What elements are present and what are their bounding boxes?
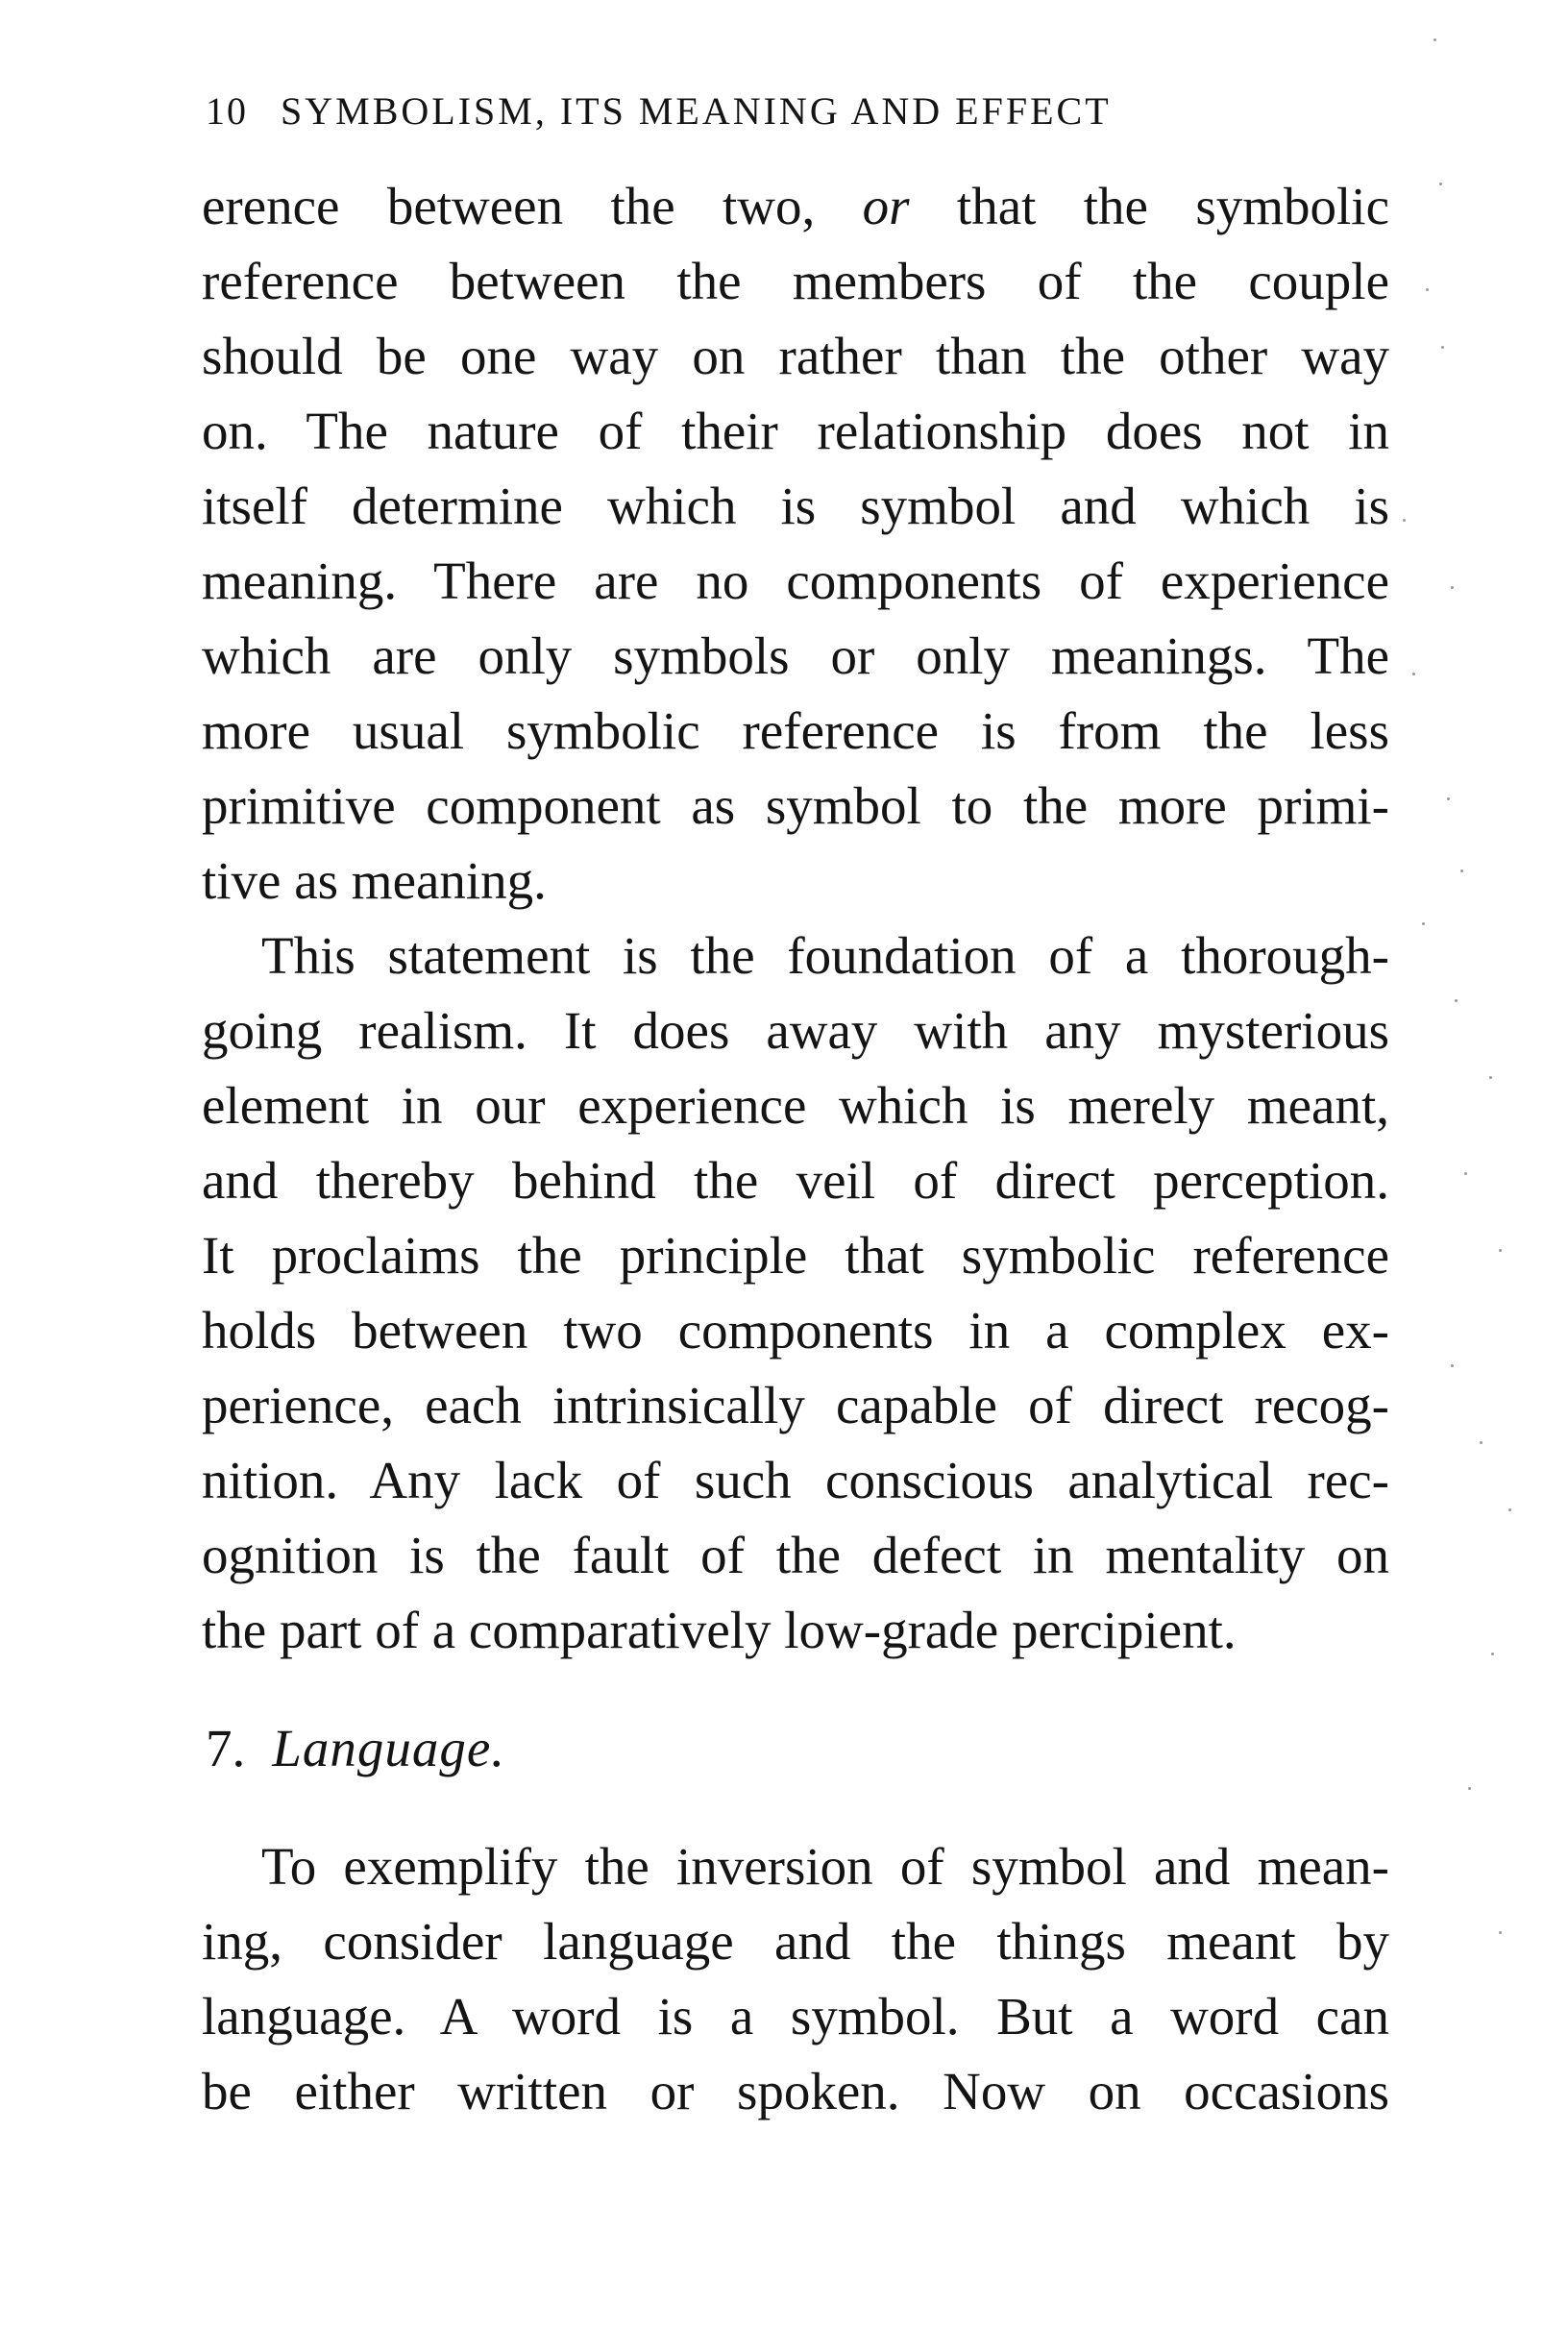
text-line: the part of a comparatively low-grade percipient. (202, 1601, 1237, 1659)
text-line: which are only symbols or only meanings. The (202, 626, 1389, 685)
text-line: meaning. There are no components of experience (202, 551, 1389, 610)
text-line: primitive component as symbol to the more primi- (202, 776, 1389, 835)
text-line: ognition is the fault of the defect in mentality on (202, 1526, 1389, 1584)
text-line: erence between the two, or that the symbolic (202, 177, 1389, 235)
scan-specks (1384, 0, 1568, 2352)
text-line: perience, each intrinsically capable of direct recog- (202, 1376, 1389, 1434)
section-heading (206, 1710, 505, 1787)
running-title: SYMBOLISM, ITS MEANING AND EFFECT (281, 89, 1112, 133)
text-line: reference between the members of the couple (202, 252, 1389, 310)
text-line: It proclaims the principle that symbolic reference (202, 1226, 1389, 1285)
text-line: element in our experience which is merely meant, (202, 1076, 1389, 1135)
text-line: This statement is the foundation of a thorough- (261, 926, 1389, 985)
page-number: 10 (206, 89, 248, 133)
text-line: itself determine which is symbol and which is (202, 477, 1389, 535)
text-line: ing, consider language and the things meant by (202, 1912, 1389, 1971)
section-title: Language. (272, 1719, 505, 1777)
running-head (206, 88, 1387, 136)
text-line: nition. Any lack of such conscious analytical rec- (202, 1451, 1389, 1509)
text-line: tive as meaning. (202, 851, 547, 910)
text-line: more usual symbolic reference is from the less (202, 701, 1389, 760)
text-line: should be one way on rather than the other way (202, 327, 1389, 385)
text-line: language. A word is a symbol. But a word can (202, 1987, 1389, 2046)
text-line: and thereby behind the veil of direct perception. (202, 1151, 1389, 1210)
text-line: on. The nature of their relationship does not in (202, 402, 1389, 460)
text-line: holds between two components in a complex ex- (202, 1301, 1389, 1360)
section-number: 7. (206, 1719, 246, 1777)
text-line: To exemplify the inversion of symbol and mean- (261, 1837, 1389, 1896)
emphasis-or: or (862, 177, 910, 235)
text-line: be either written or spoken. Now on occasions (202, 2062, 1389, 2120)
text-line: going realism. It does away with any mysterious (202, 1001, 1389, 1060)
